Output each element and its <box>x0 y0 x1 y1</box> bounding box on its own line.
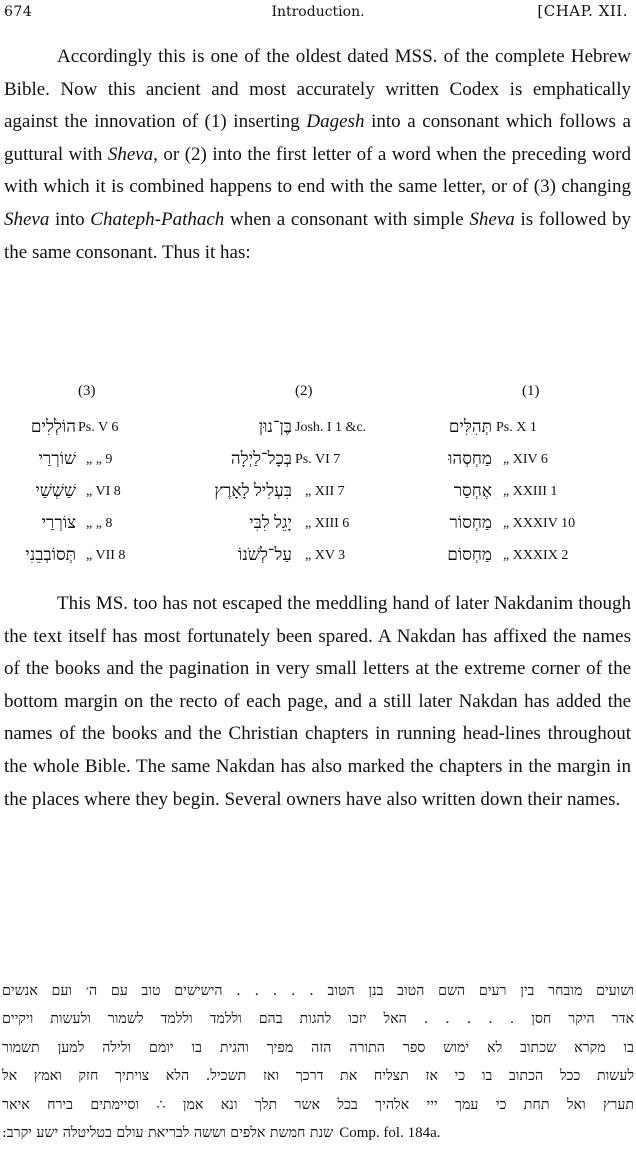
text-span: when a consonant with simple <box>224 208 470 230</box>
hebrew-line: ושועים מובחר בין רעים השם הטוב בנן הטוב . . . . . הישישים טוב עם ה׳ ועם אנשים <box>2 983 634 999</box>
column-header-1: (1) <box>522 383 540 399</box>
column-header-3: (3) <box>78 383 96 399</box>
italic-term: Sheva <box>4 208 50 230</box>
hebrew-word: מַחְסוֹר <box>449 513 492 532</box>
running-head <box>4 2 632 26</box>
verse-reference: „ XXXIV 10 <box>503 516 576 531</box>
italic-term: Sheva, <box>107 143 158 165</box>
colophon-last-line <box>2 1119 634 1147</box>
verse-reference: „ XXIII 1 <box>503 484 558 499</box>
verse-reference: „ XII 7 <box>305 484 345 499</box>
running-title: Introduction. <box>271 4 365 20</box>
hebrew-line: שנת חמשת אלפים וששה לבריאת עולם בטליטלה ישע יקרב: <box>2 1125 334 1142</box>
hebrew-word: יָגֵל לִבִּי <box>249 513 292 532</box>
hebrew-word: תְּהִלִּים <box>448 417 492 436</box>
verse-reference: „ VI 8 <box>86 484 121 499</box>
hebrew-line: בו מקרא שכתוב לא ימוש ספר התורה הזה מפיך והגית בו יומם ולילה למען תשמור <box>2 1039 634 1056</box>
text-span: is followed by the same consonant. Thus it has: <box>4 208 632 263</box>
hebrew-word: הוֹלְלִים <box>30 417 76 436</box>
examples-table <box>0 383 636 573</box>
text-span: into a consonant which follows a guttural with <box>4 111 631 165</box>
column-header-2: (2) <box>295 383 313 399</box>
table-row <box>0 447 636 479</box>
text-span: Accordingly this is one of the oldest dated MSS. of the complete Hebrew Bible. Now this ancient and most accurately written Codex is emphatically against the innovation of (1) inserting <box>4 46 631 133</box>
text-span: This MS. too has not escaped the meddling hand of later Nakdanim though the text itself has most fortunately been spared. A Nakdan has affixed the names of the books and the pagination in very small letters at the extreme corner of the bottom margin on the recto of each page, and a still later Nakdan has added the names of the books and the Christian chapters in running head-lines throughout the whole Bible. The same Nakdan has also marked the chapters in the margin in the places where they begin. Several owners have also written down their names. <box>4 593 631 810</box>
hebrew-word: מַחְסוֹם <box>447 545 492 564</box>
verse-reference: Ps. V 6 <box>78 420 119 435</box>
paragraph-2 <box>4 588 631 816</box>
italic-term: Sheva <box>469 208 515 230</box>
hebrew-word: בֶּן־נוּן <box>258 417 292 436</box>
hebrew-word: עַל־לְשֹׁנוֹ <box>238 545 292 564</box>
verse-reference: Ps. VI 7 <box>295 452 341 467</box>
hebrew-word: שׁוֹרְרַי <box>38 449 76 468</box>
hebrew-word: אֶחְסַר <box>453 481 492 500</box>
hebrew-word: בְּכָל־לַיְלָה <box>230 449 292 468</box>
text-span: or (2) into the first letter of a word when the preceding word with which it is combined happens to end with the same letter, or of (3) changing <box>4 143 631 198</box>
verse-reference: „ XIV 6 <box>503 452 548 467</box>
text-span: into <box>49 208 91 230</box>
table-row <box>0 415 636 447</box>
verse-reference: „ VII 8 <box>86 548 126 563</box>
verse-reference: Ps. X 1 <box>496 420 537 435</box>
verse-reference: „ „ 9 <box>86 452 113 467</box>
source-reference: Comp. fol. 184a. <box>339 1125 441 1142</box>
verse-reference: „ „ 8 <box>86 516 113 531</box>
verse-reference: Josh. I 1 &c. <box>295 420 367 435</box>
hebrew-word: מַחְסְהוּ <box>448 449 492 468</box>
hebrew-word: תְּסוֹבְבֵנִי <box>25 545 76 564</box>
hebrew-line: אדר היקר חסן . . . . . האל יזכו להגות בהם וללמד וללמד לשמור ולעשות ויקיים <box>2 1011 634 1028</box>
table-row <box>0 511 636 543</box>
page-number: 674 <box>4 4 33 20</box>
verse-reference: „ XXXIX 2 <box>503 548 569 563</box>
hebrew-word: צוֹרְרַי <box>41 513 76 532</box>
hebrew-word: בִּעְלִיל לָאָרֶץ <box>214 481 292 500</box>
chapter-reference: [CHAP. XII. <box>537 2 628 20</box>
italic-term: Dagesh <box>306 111 365 133</box>
verse-reference: „ XIII 6 <box>305 516 350 531</box>
italic-term: Chateph-Pathach <box>90 208 225 230</box>
hebrew-line: לעשות ככל הכתוב בו כי אז תצליח את דרכך ואז תשכיל. הלא צויתיך חזק ואמץ אל <box>2 1068 634 1085</box>
verse-reference: „ XV 3 <box>305 548 346 563</box>
hebrew-word: שַׁשְׁשַׁי <box>35 481 76 500</box>
hebrew-colophon <box>2 977 634 1149</box>
table-row <box>0 543 636 575</box>
paragraph-1 <box>4 41 631 269</box>
hebrew-line: תערץ ואל תחת כי עמך ייי אלהיך בכל אשר תלך ונא אמן ∴ וסיימתים בירח איאר <box>2 1096 634 1113</box>
table-row <box>0 479 636 511</box>
